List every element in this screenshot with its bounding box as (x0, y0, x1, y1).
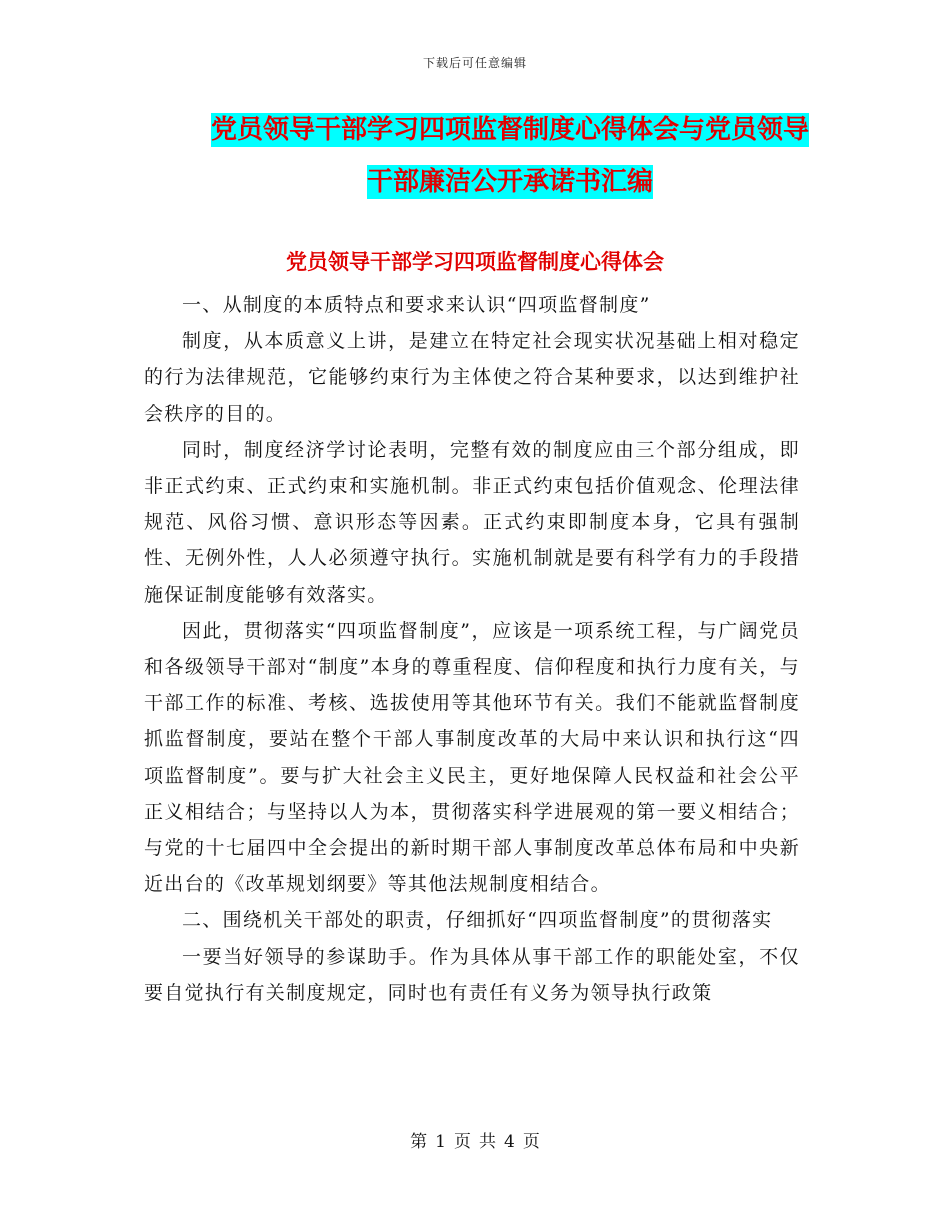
paragraph: 一要当好领导的参谋助手。作为具体从事干部工作的职能处室，不仅要自觉执行有关制度规定，同时也有责任有义务为领导执行政策 (144, 945, 800, 1004)
main-title-line-1: 党员领导干部学习四项监督制度心得体会与党员领导 (210, 115, 809, 145)
footer-label-page: 第 (410, 1132, 428, 1152)
document-body (144, 287, 800, 1011)
section-title: 党员领导干部学习四项监督制度心得体会 (286, 250, 664, 274)
main-title (150, 104, 870, 208)
paragraph: 制度，从本质意义上讲，是建立在特定社会现实状况基础上相对稳定的行为法律规范，它能够约束行为主体使之符合某种要求，以达到维护社会秩序的目的。 (144, 330, 800, 425)
footer-total-pages: 4 (504, 1132, 515, 1152)
main-title-line-2: 干部廉洁公开承诺书汇编 (366, 167, 653, 197)
header-note: 下载后可任意编辑 (422, 56, 527, 70)
paragraph: 因此，贯彻落实“四项监督制度”，应该是一项系统工程，与广阔党员和各级领导干部对“制度”本身的尊重程度、信仰程度和执行力度有关，与干部工作的标准、考核、选拔使用等其他环节有关。我们不能就监督制度抓监督制度，要站在整个干部人事制度改革的大局中来认识和执行这“四项监督制度”。要与扩大社会主义民主，更好地保障人民权益和社会公平正义相结合；与坚持以人为本，贯彻落实科学进展观的第一要义相结合；与党的十七届四中全会提出的新时期干部人事制度改革总体布局和中央新近出台的《改革规划纲要》等其他法规制度相结合。 (144, 619, 800, 896)
paragraph: 同时，制度经济学讨论表明，完整有效的制度应由三个部分组成，即非正式约束、正式约束和实施机制。非正式约束包括价值观念、伦理法律规范、风俗习惯、意识形态等因素。正式约束即制度本身，它具有强制性、无例外性，人人必须遵守执行。实施机制就是要有科学有力的手段措施保证制度能够有效落实。 (144, 438, 800, 606)
footer-page-number: 1 (435, 1132, 446, 1152)
paragraph-heading-2: 二、围绕机关干部处的职责，仔细抓好“四项监督制度”的贯彻落实 (182, 909, 773, 932)
page-footer (0, 1127, 950, 1152)
footer-label-total: 共 (479, 1132, 496, 1152)
paragraph-heading-1: 一、从制度的本质特点和要求来认识“四项监督制度” (182, 294, 651, 316)
footer-label-total-unit: 页 (522, 1132, 540, 1152)
footer-label-page-unit: 页 (454, 1132, 471, 1152)
